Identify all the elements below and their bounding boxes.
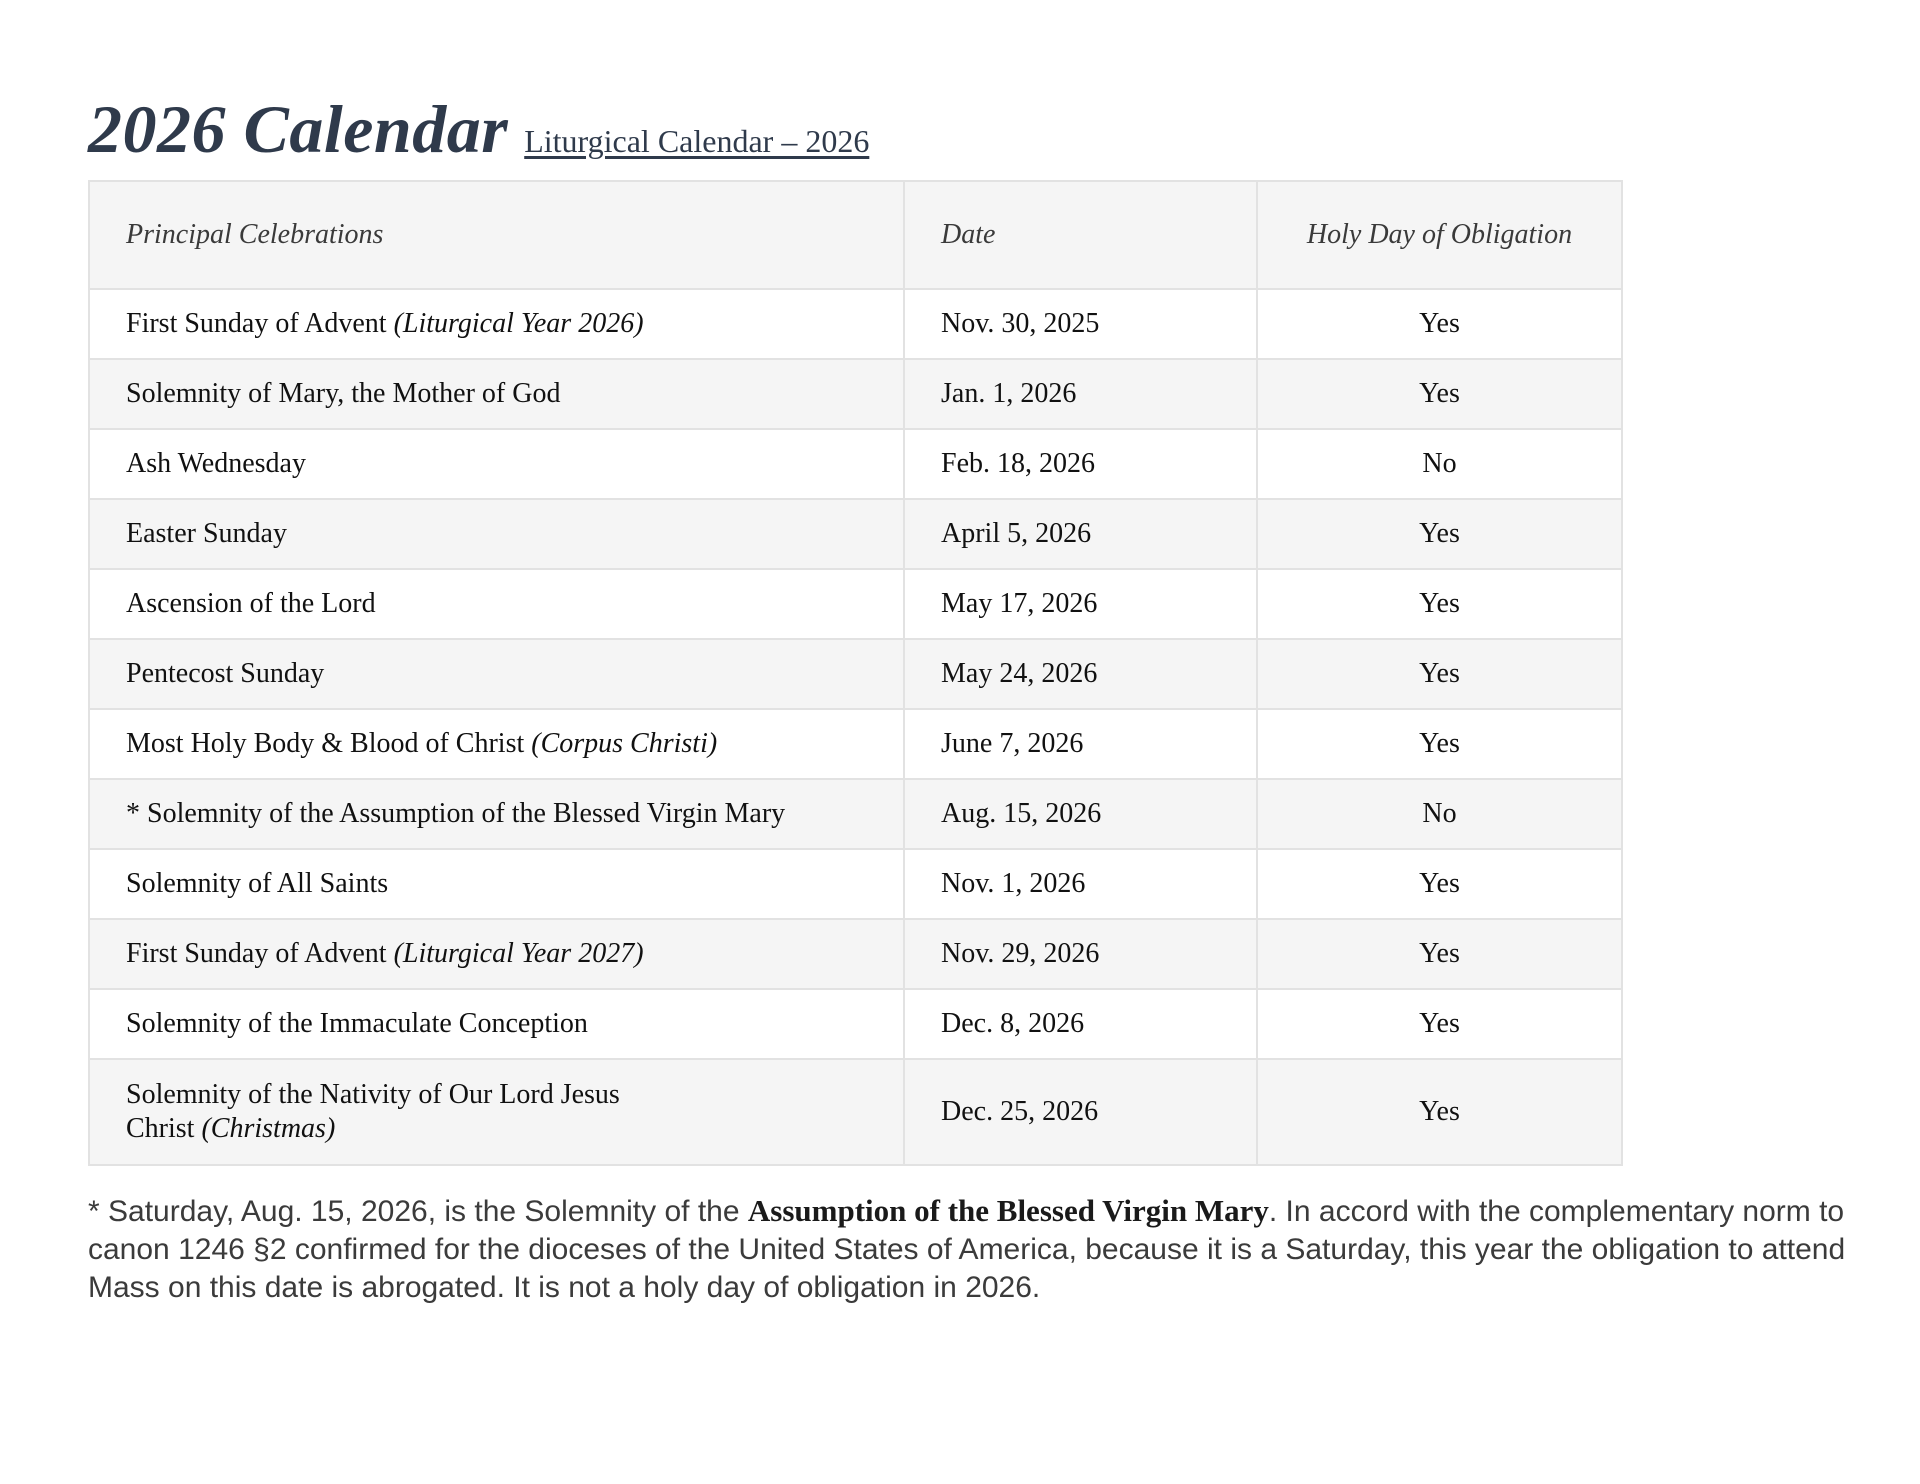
celebration-cell bbox=[89, 499, 904, 569]
celebrations-table-container bbox=[88, 180, 1621, 1166]
date-cell: Nov. 30, 2025 bbox=[904, 289, 1257, 359]
date-cell: Nov. 1, 2026 bbox=[904, 849, 1257, 919]
obligation-cell: No bbox=[1257, 429, 1622, 499]
celebration-name: Most Holy Body & Blood of Christ bbox=[126, 728, 525, 759]
celebration-cell bbox=[89, 709, 904, 779]
celebration-cell bbox=[89, 429, 904, 499]
celebration-name: Solemnity of Mary, the Mother of God bbox=[126, 378, 561, 409]
obligation-cell: Yes bbox=[1257, 1059, 1622, 1165]
obligation-cell: No bbox=[1257, 779, 1622, 849]
table-row bbox=[89, 359, 1622, 429]
celebration-cell bbox=[89, 989, 904, 1059]
obligation-cell: Yes bbox=[1257, 849, 1622, 919]
table-row bbox=[89, 709, 1622, 779]
celebration-name: Solemnity of All Saints bbox=[126, 868, 389, 899]
obligation-cell: Yes bbox=[1257, 569, 1622, 639]
celebration-cell bbox=[89, 639, 904, 709]
celebration-cell bbox=[89, 289, 904, 359]
celebration-name: Solemnity of the Immaculate Conception bbox=[126, 1008, 588, 1039]
table-row bbox=[89, 779, 1622, 849]
obligation-cell: Yes bbox=[1257, 989, 1622, 1059]
celebration-name: First Sunday of Advent bbox=[126, 308, 387, 339]
date-cell: May 17, 2026 bbox=[904, 569, 1257, 639]
celebration-note: (Liturgical Year 2026) bbox=[393, 308, 644, 339]
date-cell: Jan. 1, 2026 bbox=[904, 359, 1257, 429]
date-cell: Feb. 18, 2026 bbox=[904, 429, 1257, 499]
obligation-cell: Yes bbox=[1257, 709, 1622, 779]
assumption-footnote bbox=[88, 1192, 1858, 1307]
page-header bbox=[88, 90, 869, 169]
celebration-name: Easter Sunday bbox=[126, 518, 287, 549]
celebration-cell bbox=[89, 1059, 904, 1165]
obligation-cell: Yes bbox=[1257, 289, 1622, 359]
footnote-emphasis: Assumption of the Blessed Virgin Mary bbox=[747, 1193, 1269, 1228]
celebration-name: Ascension of the Lord bbox=[126, 588, 376, 619]
celebration-note: (Corpus Christi) bbox=[531, 728, 718, 759]
page-title: 2026 Calendar bbox=[88, 91, 509, 167]
date-cell: June 7, 2026 bbox=[904, 709, 1257, 779]
date-cell: Nov. 29, 2026 bbox=[904, 919, 1257, 989]
table-row bbox=[89, 569, 1622, 639]
column-header-celebration: Principal Celebrations bbox=[89, 181, 904, 289]
table-row bbox=[89, 1059, 1622, 1165]
table-row bbox=[89, 289, 1622, 359]
celebration-name: Solemnity of the Nativity of Our Lord Jesus Christ bbox=[126, 1079, 620, 1144]
date-cell: Aug. 15, 2026 bbox=[904, 779, 1257, 849]
liturgical-calendar-link[interactable]: Liturgical Calendar – 2026 bbox=[524, 123, 870, 159]
table-row bbox=[89, 919, 1622, 989]
celebration-cell bbox=[89, 779, 904, 849]
table-row bbox=[89, 429, 1622, 499]
celebration-note: (Liturgical Year 2027) bbox=[393, 938, 644, 969]
obligation-cell: Yes bbox=[1257, 919, 1622, 989]
celebration-name: Ash Wednesday bbox=[126, 448, 306, 479]
date-cell: Dec. 8, 2026 bbox=[904, 989, 1257, 1059]
table-row bbox=[89, 639, 1622, 709]
date-cell: April 5, 2026 bbox=[904, 499, 1257, 569]
celebration-cell bbox=[89, 569, 904, 639]
celebration-cell bbox=[89, 849, 904, 919]
obligation-cell: Yes bbox=[1257, 359, 1622, 429]
obligation-cell: Yes bbox=[1257, 499, 1622, 569]
date-cell: May 24, 2026 bbox=[904, 639, 1257, 709]
table-header-row bbox=[89, 181, 1622, 289]
celebration-cell bbox=[89, 919, 904, 989]
table-row bbox=[89, 499, 1622, 569]
footnote-prefix: * Saturday, Aug. 15, 2026, is the Solemnity of the bbox=[88, 1195, 740, 1228]
celebration-name: * Solemnity of the Assumption of the Blessed Virgin Mary bbox=[126, 798, 786, 829]
table-row bbox=[89, 849, 1622, 919]
column-header-obligation: Holy Day of Obligation bbox=[1257, 181, 1622, 289]
obligation-cell: Yes bbox=[1257, 639, 1622, 709]
column-header-date: Date bbox=[904, 181, 1257, 289]
table-row bbox=[89, 989, 1622, 1059]
celebration-note: (Christmas) bbox=[201, 1113, 336, 1144]
celebrations-table bbox=[88, 180, 1623, 1166]
celebration-name: Pentecost Sunday bbox=[126, 658, 325, 689]
footnote-suffix: . In accord with the complementary norm to canon 1246 §2 confirmed for the dioceses of the United States of America, because it is a Saturday, this year the obligation to attend Mass on this date is abrogated. It is not a holy day of obligation in 2026. bbox=[88, 1195, 1846, 1304]
celebration-cell bbox=[89, 359, 904, 429]
date-cell: Dec. 25, 2026 bbox=[904, 1059, 1257, 1165]
celebration-name: First Sunday of Advent bbox=[126, 938, 387, 969]
